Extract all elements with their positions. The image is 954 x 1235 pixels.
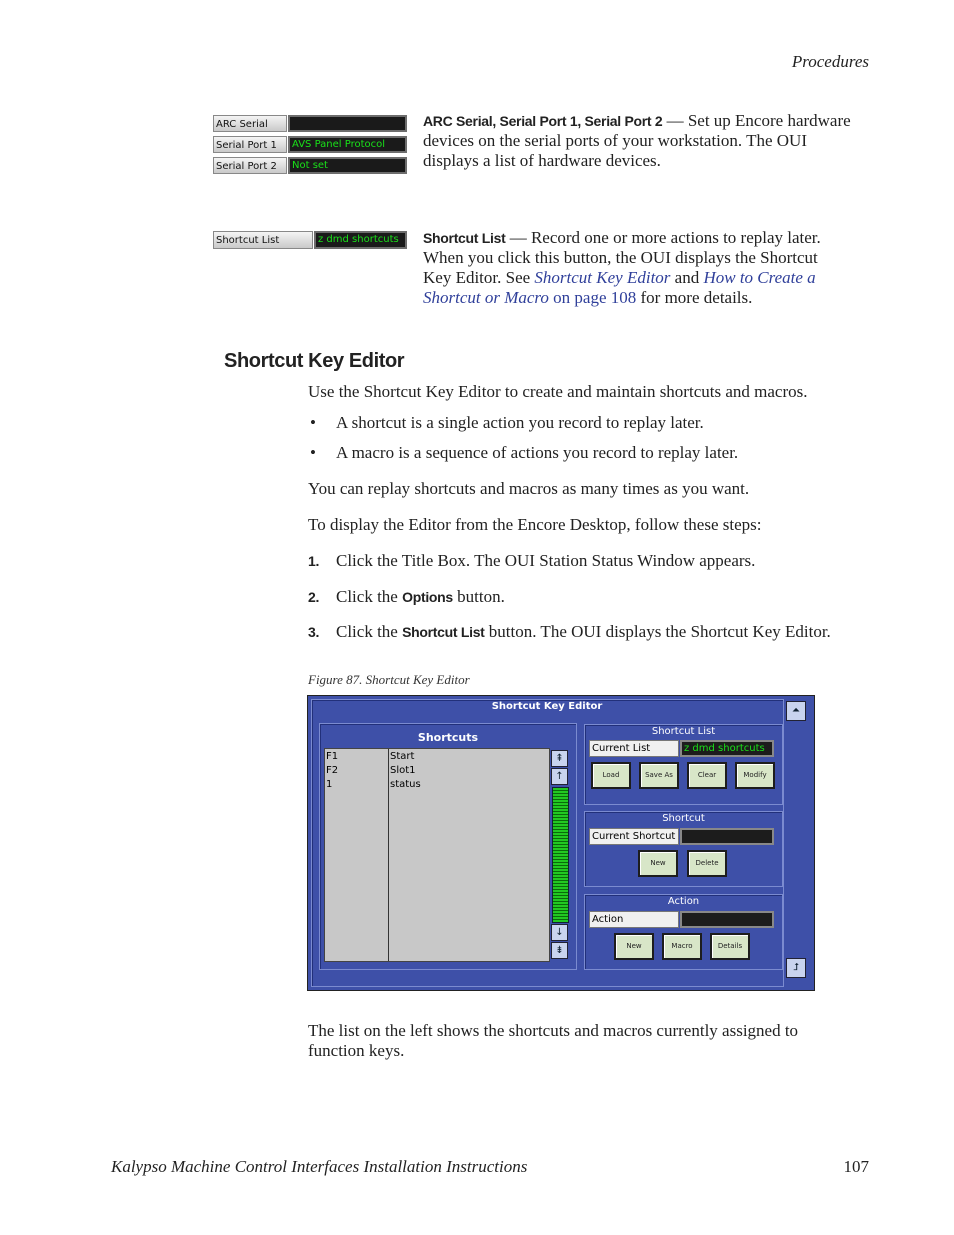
serial-port-1-value: AVS Panel Protocol: [288, 136, 407, 153]
shortcut-keys-column: [326, 750, 338, 792]
arc-serial-value: [288, 115, 407, 132]
closing-line-2: function keys.: [308, 1041, 405, 1060]
step-3-post: button. The OUI displays the Shortcut Key Editor.: [484, 622, 831, 641]
desc2-line4: for more details.: [636, 288, 753, 307]
action-panel-title: Action: [667, 896, 700, 907]
closing-line-1: The list on the left shows the shortcuts and macros currently assigned to: [308, 1021, 799, 1040]
shortcut-list-step-term: Shortcut List: [402, 624, 485, 640]
desc2-line3b: and: [670, 268, 704, 287]
current-list-label: Current List: [589, 740, 679, 757]
serial-term: ARC Serial, Serial Port 1, Serial Port 2: [423, 113, 663, 129]
macro-button[interactable]: Macro: [662, 933, 702, 960]
page-108-link[interactable]: on page 108: [548, 288, 637, 307]
section-intro: Use the Shortcut Key Editor to create and maintain shortcuts and macros.: [308, 382, 808, 401]
current-shortcut-label: Current Shortcut: [589, 828, 679, 845]
new-shortcut-button[interactable]: New: [638, 850, 678, 877]
shortcut-list-term: Shortcut List: [423, 230, 506, 246]
list-item[interactable]: 1: [326, 779, 333, 790]
shortcut-list-panel-title: Shortcut List: [651, 726, 716, 737]
options-term: Options: [402, 589, 453, 605]
load-button[interactable]: Load: [591, 762, 631, 789]
para-replay: You can replay shortcuts and macros as many times as you want.: [308, 479, 750, 498]
list-item[interactable]: F1: [326, 751, 339, 762]
details-button[interactable]: Details: [710, 933, 750, 960]
step-2-text: Click the: [336, 587, 403, 606]
figure-caption: Figure 87. Shortcut Key Editor: [308, 672, 470, 687]
desc1-line2: devices on the serial ports of your workstation. The OUI: [423, 131, 807, 150]
shortcut-list-description: [423, 228, 883, 308]
desc2-line1: — Record one or more actions to replay later.: [505, 228, 821, 247]
desc1-line3: displays a list of hardware devices.: [423, 151, 661, 170]
shortcut-list-label: Shortcut List: [213, 231, 313, 249]
scroll-up-button[interactable]: ↑: [551, 768, 568, 785]
scroll-bottom-button[interactable]: ⇟: [551, 942, 568, 959]
serial-port-2-value: Not set: [288, 157, 407, 174]
desc2-line3a: Key Editor. See: [423, 268, 535, 287]
list-item[interactable]: status: [390, 779, 421, 790]
list-item[interactable]: Slot1: [390, 765, 416, 776]
scroll-down-button[interactable]: ↓: [551, 924, 568, 941]
running-header: Procedures: [791, 52, 869, 71]
step-number: 1.: [308, 553, 320, 569]
save-as-button[interactable]: Save As: [639, 762, 679, 789]
shortcut-panel: [584, 811, 783, 887]
bullet-text-2: A macro is a sequence of actions you record to replay later.: [336, 443, 739, 462]
serial-widgets-image: [213, 115, 407, 175]
para-display: To display the Editor from the Encore Desktop, follow these steps:: [308, 515, 762, 534]
closing-paragraph: [308, 1021, 888, 1061]
list-item[interactable]: Start: [390, 751, 415, 762]
shortcut-key-editor-link[interactable]: Shortcut Key Editor: [534, 268, 671, 287]
step-number: 3.: [308, 624, 320, 640]
shortcut-list-panel: [584, 724, 783, 805]
arc-serial-label: ARC Serial: [213, 115, 287, 132]
action-value[interactable]: [680, 911, 774, 928]
clear-button[interactable]: Clear: [687, 762, 727, 789]
window-return-button[interactable]: ⮥: [786, 958, 806, 978]
shortcut-list-widget-image: [213, 231, 407, 251]
shortcuts-panel: [319, 723, 577, 970]
shortcut-list-value: z dmd shortcuts: [314, 231, 407, 249]
desc1-line1: — Set up Encore hardware: [662, 111, 851, 130]
list-item[interactable]: F2: [326, 765, 339, 776]
shortcut-key-editor-window: [307, 695, 815, 991]
scrollbar-track[interactable]: [552, 787, 569, 923]
how-to-create-link-part2[interactable]: Shortcut or Macro: [423, 288, 549, 307]
delete-shortcut-button[interactable]: Delete: [687, 850, 727, 877]
step-number: 2.: [308, 589, 320, 605]
current-list-value[interactable]: z dmd shortcuts: [680, 740, 774, 757]
step-1-text: Click the Title Box. The OUI Station Status Window appears.: [336, 551, 756, 570]
section-heading: Shortcut Key Editor: [224, 350, 405, 372]
how-to-create-link-part1[interactable]: How to Create a: [703, 268, 816, 287]
modify-button[interactable]: Modify: [735, 762, 775, 789]
current-shortcut-value[interactable]: [680, 828, 774, 845]
serial-port-2-label: Serial Port 2: [213, 157, 287, 174]
shortcuts-list[interactable]: [324, 748, 550, 962]
desc2-line2: When you click this button, the OUI displays the Shortcut: [423, 248, 818, 267]
action-label: Action: [589, 911, 679, 928]
editor-title: Shortcut Key Editor: [491, 701, 603, 712]
bullet-text-1: A shortcut is a single action you record to replay later.: [336, 413, 704, 432]
shortcut-names-column: [390, 750, 421, 792]
serial-description: [423, 111, 883, 171]
page-number: 107: [843, 1157, 869, 1176]
footer-title: Kalypso Machine Control Interfaces Installation Instructions: [111, 1157, 528, 1176]
window-up-button[interactable]: ⏶: [786, 701, 806, 721]
action-panel: [584, 894, 783, 970]
new-action-button[interactable]: New: [614, 933, 654, 960]
step-3-text: Click the: [336, 622, 403, 641]
scroll-top-button[interactable]: ⇞: [551, 750, 568, 767]
serial-port-1-label: Serial Port 1: [213, 136, 287, 153]
shortcut-panel-title: Shortcut: [662, 813, 705, 824]
step-2-post: button.: [452, 587, 505, 606]
shortcuts-title: Shortcuts: [417, 731, 479, 744]
